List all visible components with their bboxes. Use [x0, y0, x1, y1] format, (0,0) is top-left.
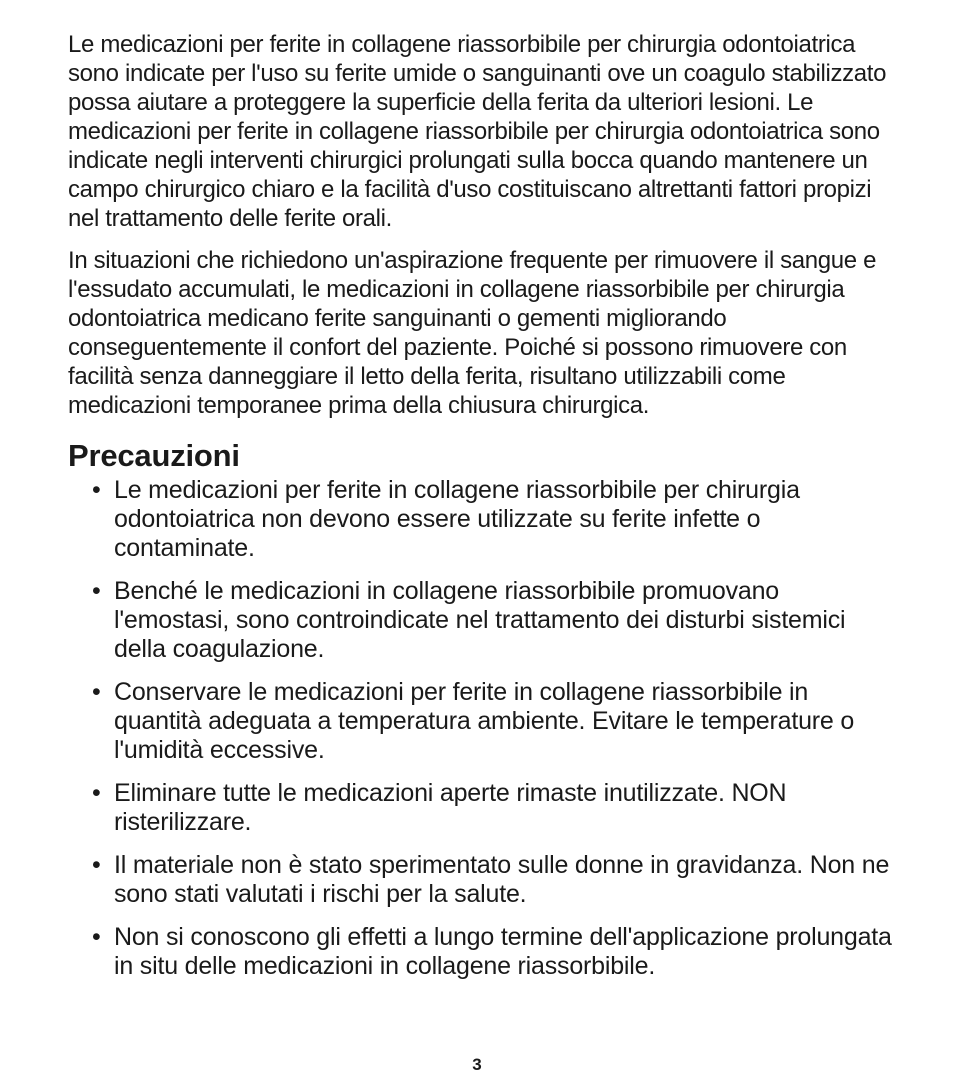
precautions-list	[68, 476, 898, 981]
precaution-item-pregnancy	[68, 851, 898, 909]
bullet-icon: •	[92, 577, 101, 605]
bullet-icon: •	[92, 476, 101, 504]
intro-paragraph-aspiration: In situazioni che richiedono un'aspirazione frequente per rimuovere il sangue e l'essudato accumulati, le medicazioni in collagene riassorbibile per chirurgia odontoiatrica medicano ferite sanguinanti o gementi migliorando conseguentemente il confort del paziente. Poiché si possono rimuovere con facilità senza danneggiare il letto della ferita, risultano utilizzabili come medicazioni temporanee prima della chiusura chirurgica.	[68, 247, 877, 419]
bullet-icon: •	[92, 851, 101, 879]
bullet-icon: •	[92, 923, 101, 951]
precaution-text: Conservare le medicazioni per ferite in collagene riassorbibile in quantità adeguata a temperatura ambiente. Evitare le temperature o l'umidità eccessive.	[114, 678, 855, 764]
precaution-text: Il materiale non è stato sperimentato sulle donne in gravidanza. Non ne sono stati valutati i rischi per la salute.	[114, 851, 890, 908]
precaution-item-long-term	[68, 923, 898, 981]
precaution-item-disposal	[68, 779, 898, 837]
precaution-item-coagulation	[68, 577, 898, 664]
precaution-text: Benché le medicazioni in collagene riassorbibile promuovano l'emostasi, sono controindicate nel trattamento dei disturbi sistemici della coagulazione.	[114, 577, 846, 663]
precaution-text: Le medicazioni per ferite in collagene riassorbibile per chirurgia odontoiatrica non devono essere utilizzate su ferite infette o contaminate.	[114, 476, 800, 562]
precaution-text: Eliminare tutte le medicazioni aperte rimaste inutilizzate. NON risterilizzare.	[114, 779, 787, 836]
precaution-item-storage	[68, 678, 898, 765]
page-number: 3	[472, 1055, 482, 1074]
section-heading-precautions: Precauzioni	[68, 438, 240, 473]
intro-paragraph-indications: Le medicazioni per ferite in collagene riassorbibile per chirurgia odontoiatrica sono indicate per l'uso su ferite umide o sanguinanti ove un coagulo stabilizzato possa aiutare a proteggere la superficie della ferita da ulteriori lesioni. Le medicazioni per ferite in collagene riassorbibile per chirurgia odontoiatrica sono indicate negli interventi chirurgici prolungati sulla bocca quando mantenere un campo chirurgico chiaro e la facilità d'uso costituiscano altrettanti fattori propizi nel trattamento delle ferite orali.	[68, 31, 887, 232]
precaution-text: Non si conoscono gli effetti a lungo termine dell'applicazione prolungata in situ delle medicazioni in collagene riassorbibile.	[114, 923, 892, 980]
document-page	[68, 30, 898, 995]
precaution-item-infected-wounds	[68, 476, 898, 563]
bullet-icon: •	[92, 678, 101, 706]
bullet-icon: •	[92, 779, 101, 807]
